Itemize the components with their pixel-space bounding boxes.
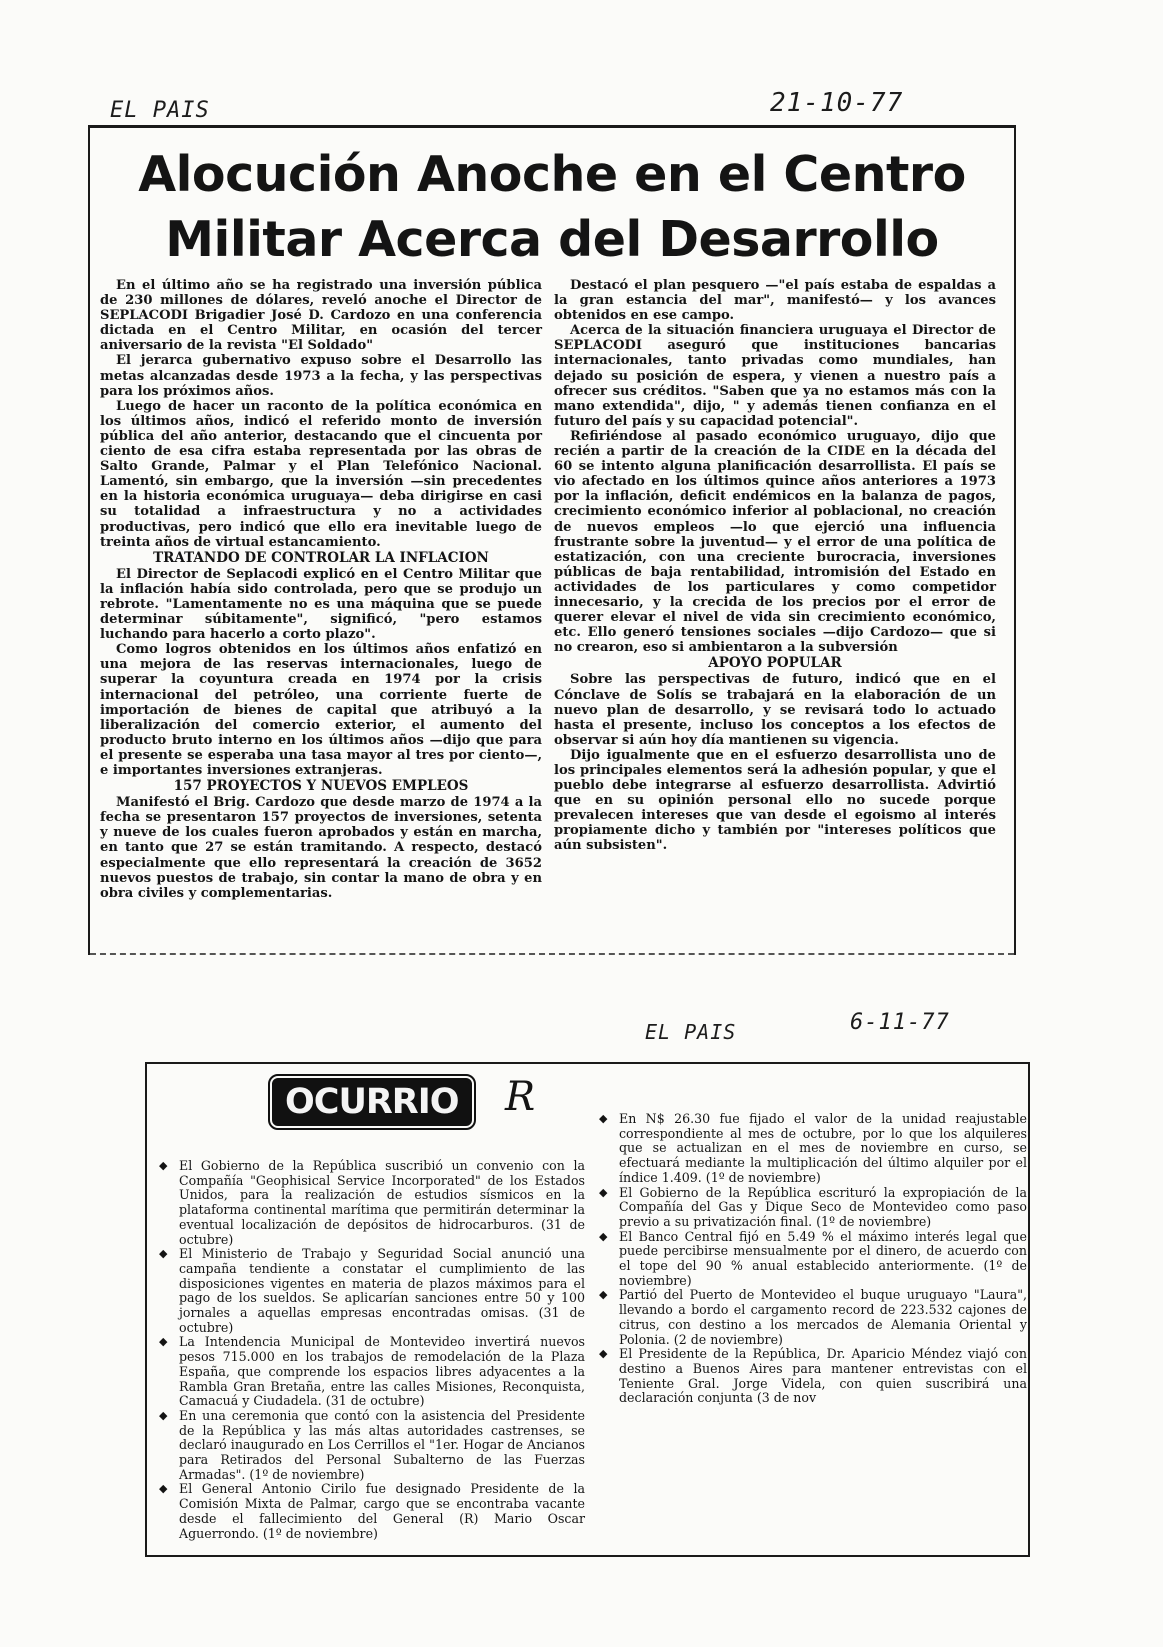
- diamond-bullet-icon: ◆: [159, 1159, 168, 1172]
- clip1-date-handwritten: 21-10-77: [770, 88, 904, 118]
- article-paragraph: El jerarca gubernativo expuso sobre el Desarrollo las metas alcanzadas desde 1973 a la fecha, y las perspectivas para los próximos años.: [100, 353, 542, 399]
- diamond-bullet-icon: ◆: [159, 1335, 168, 1349]
- news-item-text: En una ceremonia que contó con la asistencia del Presidente de la República y las más altas autoridades castrenses, se declaró inaugurado en Los Cerrillos el "1er. Hogar de Ancianos para Retirados del Personal Subalterno de las Fuerzas Armadas". (1º de noviembre): [179, 1407, 585, 1482]
- article-paragraph: Manifestó el Brig. Cardozo que desde marzo de 1974 a la fecha se presentaron 157 proyectos de inversiones, setenta y nueve de los cuales fueron aprobados y están en marcha, en tanto que 27 se están tramitando. A respecto, destacó especialmente que ello representará la creación de 3652 nuevos puestos de trabajo, sin contar la mano de obra y en obra civiles y complementarias.: [100, 795, 542, 901]
- diamond-bullet-icon: ◆: [599, 1112, 608, 1125]
- news-item: [597, 1112, 1027, 1186]
- news-item: [157, 1482, 585, 1541]
- article-paragraph: Dijo igualmente que en el esfuerzo desarrollista uno de los principales elementos será la adhesión popular, y que el pueblo debe integrarse al esfuerzo desarrollista. Advirtió que en su opinión personal ello no sucede porque prevalecen intereses que van desde el egoismo al interés propiamente dicho y también por "intereses políticos que aún subsisten".: [554, 747, 996, 854]
- news-item-text: El Gobierno de la República escrituró la expropiación de la Compañía del Gas y Dique Seco de Montevideo como paso previo a su privatización final. (1º de noviembre): [619, 1184, 1027, 1229]
- clip1-source-handwritten: EL PAIS: [110, 98, 210, 123]
- news-item: [597, 1186, 1027, 1230]
- diamond-bullet-icon: ◆: [599, 1185, 608, 1199]
- section-subheading: TRATANDO DE CONTROLAR LA INFLACION: [153, 549, 489, 566]
- article-paragraph: Destacó el plan pesquero —"el país estaba de espaldas a la gran estancia del mar", manifestó— y los avances obtenidos en ese campo.: [554, 278, 996, 324]
- news-item: [597, 1230, 1027, 1289]
- diamond-bullet-icon: ◆: [159, 1408, 168, 1422]
- article-left-column: [100, 278, 542, 901]
- article-clipping-centro-militar: [88, 125, 1016, 955]
- article-paragraph: Sobre las perspectivas de futuro, indicó que en el Cónclave de Solís se trabajará en la elaboración de un nuevo plan de desarrollo, y se revisará todo lo actuado hasta el presente, incluso los conceptos a los efectos de observar si aún hoy día mantienen su vigencia.: [554, 672, 996, 748]
- news-item: [157, 1159, 585, 1247]
- article-paragraph: En el último año se ha registrado una inversión pública de 230 millones de dólares, reveló anoche el Director de SEPLACODI Brigadier José D. Cardozo en una conferencia dictada en el Centro Militar, en ocasión del tercer aniversario de la revista "El Soldado": [100, 278, 542, 354]
- news-item-text: El Gobierno de la República suscribió un convenio con la Compañía "Geophisical Service Incorporated" de los Estados Unidos, para la realización de estudios sísmicos en la plataforma continental marítima que permitirán determinar la eventual localización de depósitos de hidrocarburos. (31 de octubre): [179, 1158, 585, 1247]
- article-paragraph: Acerca de la situación financiera uruguaya el Director de SEPLACODI aseguró que instituciones bancarias internacionales, tanto privadas como mundiales, han dejado su posición de espera, y vienen a nuestro país a ofrecer sus créditos. "Saben que ya no estamos más con la mano extendida", dijo, " y además tienen confianza en el futuro del país y su capacidad potencial".: [554, 323, 996, 429]
- ocurrio-badge: OCURRIO: [272, 1078, 472, 1126]
- ocurrio-left-list: [157, 1159, 585, 1541]
- ocurrio-clipping: [145, 1062, 1030, 1557]
- news-item-text: En N$ 26.30 fue fijado el valor de la unidad reajustable correspondiente al mes de octubre, por lo que los alquileres que se actualizan en el mes de noviembre en curso, se efectuará mediante la multiplicación del último alquiler por el índice 1.409. (1º de noviembre): [619, 1111, 1027, 1185]
- news-item: [157, 1335, 585, 1409]
- ocurrio-right-list: [597, 1112, 1027, 1406]
- article-paragraph: El Director de Seplacodi explicó en el Centro Militar que la inflación había sido controlada, pero que se produjo un rebrote. "Lamentamente no es una máquina que se puede determinar súbitamente", significó, "pero estamos luchando para hacerlo a corto plazo".: [100, 566, 542, 643]
- clipping-bottom-rule: [90, 953, 1014, 955]
- article-paragraph: Refiriéndose al pasado económico uruguayo, dijo que recién a partir de la creación de la CIDE en la década del 60 se intento alguna planificación desarrollista. El país se vio afectado en los últimos quince años anteriores a 1973 por la inflación, deficit endémicos en la balanza de pagos, crecimiento económico inferior al poblacional, no creación de nuevos empleos —lo que ejerció una influencia frustrante sobre la juventud— y el error de una política de estatización, con una creciente burocracia, inversiones públicas de baja rentabilidad, intromisión del Estado en actividades de los particulares y como competidor innecesario, y la crecida de los precios por el error de querer elevar el nivel de vida sin crecimiento económico, etc. Ello generó tensiones sociales —dijo Cardozo— que si no crearon, eso si ambientaron a la subversión: [554, 428, 996, 656]
- article-right-column: [554, 278, 996, 901]
- news-item: [157, 1247, 585, 1335]
- diamond-bullet-icon: ◆: [599, 1347, 608, 1361]
- section-subheading: APOYO POPULAR: [708, 655, 842, 672]
- news-item-text: Partió del Puerto de Montevideo el buque uruguayo "Laura", llevando a bordo el cargamento record de 223.532 cajones de citrus, con destino a los mercados de Alemania Oriental y Polonia. (2 de noviembre): [619, 1287, 1027, 1347]
- clip2-date-handwritten: 6-11-77: [850, 1010, 950, 1035]
- diamond-bullet-icon: ◆: [599, 1288, 608, 1302]
- news-item-text: El Banco Central fijó en 5.49 % el máximo interés legal que puede percibirse mensualmente por el dinero, de acuerdo con el tope del 90 % anual establecido anteriormente. (1º de noviembre): [619, 1228, 1027, 1288]
- news-item: [157, 1409, 585, 1483]
- news-item: [597, 1347, 1027, 1406]
- handwritten-r-mark: R: [505, 1074, 536, 1120]
- diamond-bullet-icon: ◆: [159, 1247, 168, 1261]
- article-paragraph: Como logros obtenidos en los últimos años enfatizó en una mejora de las reservas internacionales, luego de superar la coyuntura creada en 1974 por la crisis internacional del petróleo, una corriente fuerte de importación de bienes de capital que atribuyó a la liberalización del comercio exterior, el aumento del producto bruto interno en los últimos años —dijo que para el presente se esperaba una tasa mayor al tres por ciento—, e importantes inversiones extranjeras.: [100, 642, 542, 778]
- diamond-bullet-icon: ◆: [599, 1229, 608, 1243]
- article-paragraph: Luego de hacer un raconto de la política económica en los últimos años, indicó el referido monto de inversión pública del año anterior, destacando que el cincuenta por ciento de esa cifra estaba representada por las obras de Salto Grande, Palmar y el Plan Telefónico Nacional. Lamentó, sin embargo, que la inversión —sin precedentes en la historia económica uruguaya— deba dirigirse en casi su totalidad a infraestructura y no a actividades productivas, pero indicó que ello era inevitable luego de treinta años de virtual estancamiento.: [100, 398, 542, 550]
- news-item-text: El Ministerio de Trabajo y Seguridad Social anunció una campaña tendiente a constatar el cumplimiento de las disposiciones vigentes en materia de plazos máximos para el pago de los sueldos. Se aplicarían sanciones entre 50 y 100 jornales a aquellas empresas encontradas omisas. (31 de octubre): [179, 1246, 585, 1335]
- news-item-text: La Intendencia Municipal de Montevideo invertirá nuevos pesos 715.000 en los trabajos de remodelación de la Plaza España, que comprende los espacios libres adyacentes a la Rambla Gran Bretaña, entre las calles Misiones, Reconquista, Camacuá y Ciudadela. (31 de octubre): [179, 1334, 585, 1409]
- article-headline: Alocución Anoche en el Centro Militar Acerca del Desarrollo: [138, 146, 966, 268]
- news-item: [597, 1288, 1027, 1347]
- news-item-text: El General Antonio Cirilo fue designado Presidente de la Comisión Mixta de Palmar, cargo que se encontraba vacante desde el fallecimiento del General (R) Mario Oscar Aguerrondo. (1º de noviembre): [179, 1481, 585, 1541]
- diamond-bullet-icon: ◆: [159, 1482, 168, 1496]
- section-subheading: 157 PROYECTOS Y NUEVOS EMPLEOS: [173, 778, 469, 795]
- clip2-source-handwritten: EL PAIS: [645, 1020, 737, 1044]
- news-item-text: El Presidente de la República, Dr. Aparicio Méndez viajó con destino a Buenos Aires para mantener entrevistas con el Teniente Gral. Jorge Videla, con quien suscribirá una declaración conjunta (3 de nov: [619, 1346, 1027, 1406]
